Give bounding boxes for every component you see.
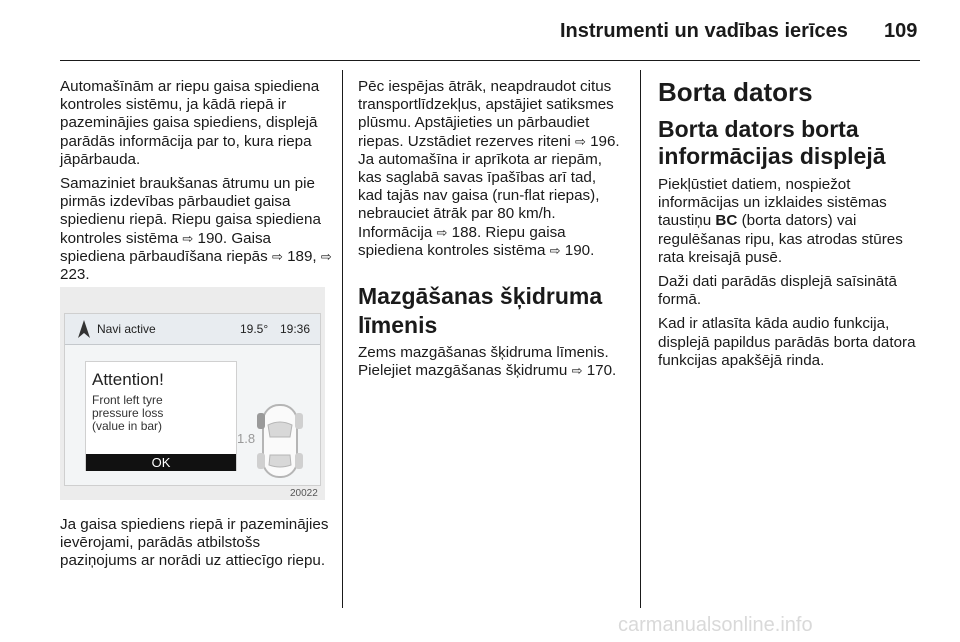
column-3 <box>658 78 920 376</box>
reference-arrow-icon: ⇨ <box>182 230 194 246</box>
warning-text: Front left tyre pressure loss (value in bar) <box>92 393 164 433</box>
car-top-view-icon <box>255 399 305 483</box>
column-divider-2 <box>640 70 641 608</box>
paragraph: Kad ir atlasīta kāda audio funkcija, displejā papildus parādās borta datora funkcijas apakšējā rinda. <box>658 315 916 369</box>
reference-arrow-icon: ⇨ <box>436 224 448 240</box>
paragraph: Piekļūstiet datiem, nospiežot informācijas un izklaides sistēmas taustiņu BC (borta dators) vai regulēšanas ripu, kas atrodas stūres rata kreisajā pusē. <box>658 176 903 266</box>
paragraph: Pēc iespējas ātrāk, neapdraudot citus transportlīdzekļus, apstājiet satiksmes plūsmu. Apstājieties un pārbaudiet riepas. Uzstādiet rezerves riteni ⇨ 196. Ja automašīna ir aprīkota ar riepām, kas saglabā savas īpašības arī tad, kad tajās nav gaisa (run-flat riepas), nebrauciet ātrāk par 80 km/h. Informācija ⇨ 188. Riepu gaisa spiediena kontroles sistēma ⇨ 190. <box>358 78 620 259</box>
tyre-pressure-value: 1.8 <box>237 431 256 446</box>
navigation-arrow-icon <box>77 320 91 338</box>
header-rule <box>60 60 920 61</box>
reference-arrow-icon: ⇨ <box>574 133 586 149</box>
paragraph: Daži dati parādās displejā saīsinātā formā. <box>658 273 897 309</box>
page-header-title: Instrumenti un vadības ierīces <box>560 20 848 42</box>
paragraph: Zems mazgāšanas šķidruma līmenis. Pielejiet mazgāšanas šķidrumu ⇨ 170. <box>358 344 617 380</box>
section-heading: Borta dators borta informācijas displejā <box>658 116 886 169</box>
navi-status: Navi active <box>97 322 156 336</box>
chapter-heading: Borta dators <box>658 77 813 107</box>
page-number: 109 <box>884 20 918 42</box>
reference-arrow-icon: ⇨ <box>271 248 283 264</box>
clock: 19:36 <box>280 322 311 336</box>
watermark: carmanualsonline.info <box>618 614 813 636</box>
column-1-lower <box>60 516 332 577</box>
display-screen <box>64 313 321 486</box>
temperature: 19.5° <box>240 322 269 336</box>
reference-arrow-icon: ⇨ <box>571 363 583 379</box>
paragraph: Automašīnām ar riepu gaisa spiediena kontroles sistēmu, ja kādā riepā ir pazeminājies gaisa spiediens, displejā parādās informācija par to, kura riepa jāpārbauda. <box>60 78 320 168</box>
bc-button-label: BC <box>715 212 738 230</box>
paragraph: Samaziniet braukšanas ātrumu un pie pirmās izdevības pārbaudiet gaisa spiedienu riepā. Riepu gaisa spiediena kontroles sistēma ⇨ 190. Gaisa spiediena pārbaudīšana riepās ⇨ 189, ⇨ 223. <box>60 175 332 284</box>
section-heading: Mazgāšanas šķidruma līmenis <box>358 283 603 339</box>
reference-arrow-icon: ⇨ <box>320 248 332 264</box>
warning-message-box <box>85 361 237 471</box>
ok-button[interactable]: OK <box>86 454 236 471</box>
figure-code: 20022 <box>290 488 318 499</box>
paragraph: Ja gaisa spiediens riepā ir pazeminājies ievērojami, parādās atbilstošs paziņojums ar norādi uz attiecīgo riepu. <box>60 516 329 570</box>
reference-arrow-icon: ⇨ <box>549 242 561 258</box>
column-divider-1 <box>342 70 343 608</box>
display-status-bar <box>65 314 320 345</box>
column-2 <box>358 78 624 386</box>
tyre-pressure-display-illustration <box>60 287 325 500</box>
column-1 <box>60 78 332 290</box>
display-main-area <box>65 345 320 485</box>
warning-title: Attention! <box>92 370 164 389</box>
